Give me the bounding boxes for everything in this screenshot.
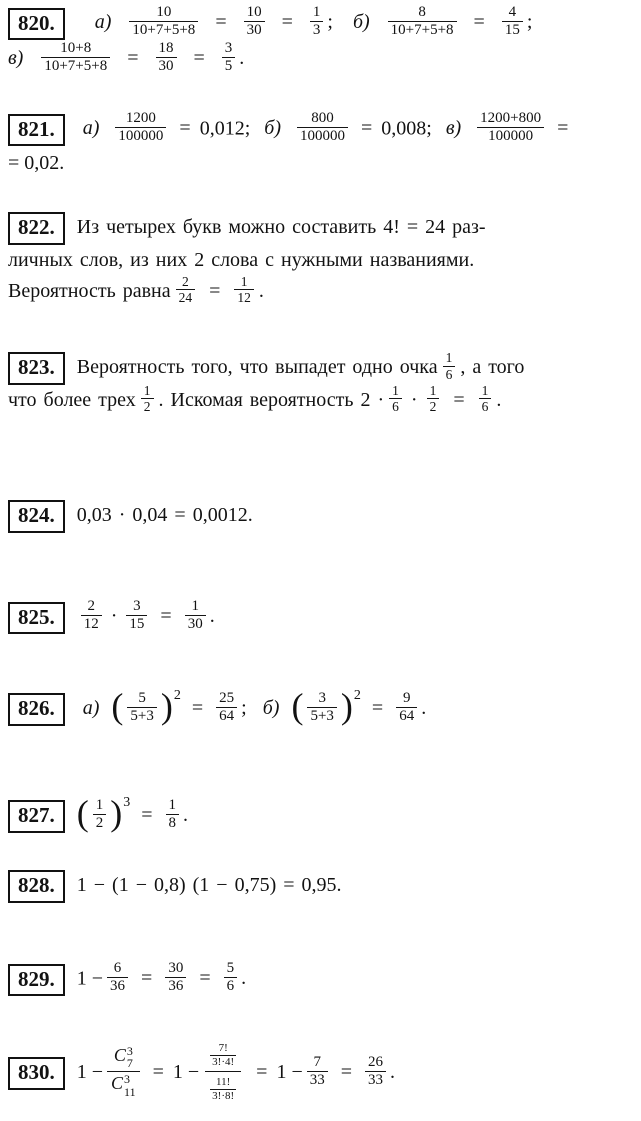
fraction [107,960,128,996]
part-label-a: а) [82,697,100,719]
problem-824 [8,500,637,533]
fraction-numerator: 1 [312,4,321,20]
fraction [297,110,348,146]
period: . [241,967,247,990]
fraction-denominator: 6 [479,398,492,415]
fraction [365,1054,386,1090]
fraction-numerator: 1 [168,796,177,813]
exponent: 2 [173,688,181,703]
equals-sign: = [473,11,485,34]
fraction-denominator: 30 [185,615,206,633]
problem-827 [8,792,637,834]
period: . [421,697,427,719]
equals-sign: = [281,11,293,34]
fraction-numerator: 1 [445,350,453,366]
fraction-denominator: 15 [502,21,523,39]
fraction [210,1042,236,1068]
fraction-numerator: 25 [219,689,235,706]
fraction-numerator: 30 [168,960,184,976]
fraction-denominator: 3!·4! [212,1055,235,1068]
one-minus-term: 1 − [76,1061,104,1084]
fraction-numerator: 10 [246,4,262,20]
fraction-numerator: 1 [481,382,489,398]
multiplication-dot: · [410,388,418,411]
part-label-b: б) [352,11,370,34]
fraction-denominator: 5+3 [127,707,156,725]
fraction [224,960,238,996]
problem-number-box: 825. [8,602,65,634]
fraction-denominator: 8 [166,814,180,832]
equals-sign: = [557,117,569,140]
superscript: 3 [126,1043,133,1058]
fraction [477,110,544,146]
nested-fraction-denominator [205,1071,241,1105]
fraction-denominator: 64 [396,707,417,725]
part-label-b: б) [262,697,280,719]
fraction [389,383,402,415]
fraction [129,4,198,40]
result-value: 0,012; [199,117,251,140]
equals-sign: = [152,1061,164,1084]
close-paren: ) [110,793,123,834]
fraction-numerator: 1200 [125,110,156,126]
one-minus-term: 1 − [172,1061,200,1084]
fraction-denominator: 33 [307,1071,328,1089]
fraction-denominator: 12 [81,615,102,633]
exponent: 3 [123,795,131,810]
fraction-denominator: 6 [443,366,456,383]
fraction [222,40,236,76]
fraction-denominator: 12 [234,289,254,306]
equals-sign: = [453,388,465,411]
problem-825 [8,600,637,636]
problem-822 [8,212,637,308]
semicolon: ; [241,697,247,719]
fraction-denominator: 10+7+5+8 [41,57,110,75]
fraction-numerator: 3 [224,39,233,56]
open-paren: ( [76,793,89,834]
fraction [93,797,107,833]
fraction-denominator: 100000 [477,127,544,145]
problem-number-box: 824. [8,500,65,532]
problem-number-box: 823. [8,352,65,384]
fraction [443,350,456,382]
fraction [210,1076,236,1102]
fraction-denominator: 2 [93,814,107,832]
part-label-b: б) [264,117,281,140]
fraction-denominator: 36 [165,977,186,995]
fraction [502,4,523,40]
equals-sign: = [160,605,172,628]
fraction-numerator: 1 [191,598,199,614]
problem-number-box: 827. [8,800,65,832]
result-value: 0,008; [381,117,432,140]
fraction-denominator [107,1071,140,1099]
period: . [183,804,189,826]
fraction-numerator: 7! [218,1042,228,1055]
fraction-numerator: 1 [143,382,151,398]
fraction-numerator: 5 [226,960,235,976]
equals-sign: = [256,1061,268,1084]
fraction [141,383,154,415]
fraction [185,598,206,634]
fraction-numerator: 10 [156,4,172,20]
fraction [307,690,336,726]
fraction [176,274,196,306]
solution-text-line2: что более трех [8,388,136,411]
fraction [156,40,177,76]
equals-sign: = [199,967,211,990]
problem-829 [8,962,637,998]
problem-number-box: 820. [8,8,65,40]
nested-fraction [205,1038,241,1105]
fraction-denominator: 33 [365,1071,386,1089]
solution-expression: 1 − (1 − 0,8) (1 − 0,75) = 0,95. [76,874,342,896]
fraction-numerator: 7 [313,1053,321,1070]
fraction-numerator: 8 [418,4,426,20]
fraction [388,4,457,40]
problem-826 [8,685,637,727]
fraction-numerator: 4 [508,4,517,20]
period: . [239,46,245,69]
part-label-a: а) [82,117,100,140]
fraction-numerator: 3 [318,689,326,706]
fraction-denominator: 24 [176,289,196,306]
continuation-line: = 0,02. [8,151,65,174]
period: . [209,605,215,628]
problem-820 [8,6,637,77]
semicolon: ; [526,11,533,34]
multiplication-dot: · [110,605,118,628]
problem-number-box: 830. [8,1057,65,1089]
fraction [127,690,156,726]
fraction [307,1054,328,1090]
part-label-v: в) [445,117,462,140]
fraction-denominator: 15 [126,615,147,633]
fraction-denominator: 100000 [115,127,166,145]
close-paren: ) [340,686,353,727]
equals-sign: = [141,804,153,826]
open-paren: ( [291,686,304,727]
fraction [166,797,180,833]
fraction [310,4,324,40]
equals-sign: = [360,117,373,140]
fraction [115,110,166,146]
problem-823 [8,352,637,417]
problem-828 [8,870,637,903]
fraction-denominator: 30 [156,57,177,75]
problem-number-box: 826. [8,693,65,725]
solution-text-after-fraction: , а того [460,356,525,378]
fraction-denominator: 10+7+5+8 [129,21,198,39]
fraction-numerator: 9 [402,689,411,706]
fraction-denominator: 6 [224,977,238,995]
fraction-denominator: 5 [222,57,236,75]
fraction [41,40,110,76]
subscript: 11 [124,1084,136,1099]
problem-number-box: 828. [8,870,65,902]
equals-sign: = [141,967,153,990]
equals-sign: = [215,11,227,34]
one-minus-term: 1 − [276,1061,303,1084]
superscript: 3 [124,1072,131,1086]
problem-number-box: 822. [8,212,65,244]
fraction [234,274,254,306]
fraction [216,690,237,726]
nested-fraction-numerator [205,1038,241,1071]
period: . [390,1061,396,1084]
fraction-numerator: 11! [216,1076,231,1089]
fraction-numerator [107,1044,140,1071]
part-label-v: в) [8,46,24,69]
solution-text-line3: Вероятность равна [8,279,171,302]
fraction-numerator: 2 [87,598,95,614]
part-label-a: а) [94,11,112,34]
fraction-numerator: 1200+800 [480,110,542,126]
fraction-numerator: 18 [158,39,174,56]
equals-sign: = [209,279,221,302]
equals-sign: = [179,117,191,140]
combination-symbol: C [113,1044,126,1065]
sup-sub-stack [127,1045,133,1070]
combination-symbol: C [111,1073,124,1094]
equals-sign: = [193,46,205,69]
fraction [81,598,102,634]
fraction-denominator: 5+3 [307,707,336,725]
fraction-denominator: 6 [389,398,402,415]
fraction-denominator: 2 [427,398,440,415]
fraction-denominator: 2 [141,398,154,415]
fraction-numerator: 3 [133,598,141,614]
fraction-numerator: 1 [240,273,248,289]
solution-text-line1: Из четырех букв можно составить 4! = 24 раз- [76,216,486,238]
semicolon: ; [327,11,333,34]
fraction-numerator: 5 [138,689,146,706]
exponent: 2 [353,688,361,703]
equals-sign: = [191,697,204,719]
fraction-denominator: 64 [216,707,237,725]
fraction-numerator: 1 [392,382,399,398]
fraction-denominator: 36 [107,977,128,995]
problem-number-box: 829. [8,964,65,996]
fraction [427,383,440,415]
fraction-numerator: 1 [95,796,104,813]
problem-821 [8,112,637,179]
fraction-numerator: 1 [429,382,437,398]
fraction [244,4,265,40]
fraction [479,383,492,415]
fraction-numerator: 26 [368,1053,384,1070]
fraction-numerator: 2 [182,273,189,289]
period: . [496,388,502,411]
equals-sign: = [340,1061,353,1084]
solution-text-line1: Вероятность того, что выпадет одно очка [76,356,438,378]
fraction-denominator: 3 [310,21,324,39]
equals-sign: = [371,697,384,719]
problem-number-box: 821. [8,114,65,146]
fraction [165,960,186,996]
open-paren: ( [111,686,124,727]
fraction-denominator: 3!·8! [212,1089,235,1102]
equals-sign: = [127,46,139,69]
fraction-denominator: 100000 [297,127,348,145]
solution-text-line2: личных слов, из них 2 слова с нужными названиями. [8,248,475,271]
fraction-denominator: 30 [244,21,265,39]
subscript: 7 [126,1056,133,1071]
sup-sub-stack [124,1073,136,1098]
period: . [258,279,264,302]
problem-830 [8,1040,637,1107]
solution-expression: 0,03 · 0,04 = 0,0012. [76,504,253,526]
fraction-denominator: 10+7+5+8 [388,21,457,39]
fraction [126,598,147,634]
close-paren: ) [160,686,173,727]
solution-text-middle: . Искомая вероятность 2 · [158,388,385,411]
fraction-numerator: 6 [113,960,122,976]
fraction-numerator: 800 [311,110,334,126]
binomial-coefficient-fraction [107,1044,140,1099]
fraction [396,690,417,726]
fraction-numerator: 10+8 [60,39,92,56]
one-minus-term: 1 − [76,967,104,990]
